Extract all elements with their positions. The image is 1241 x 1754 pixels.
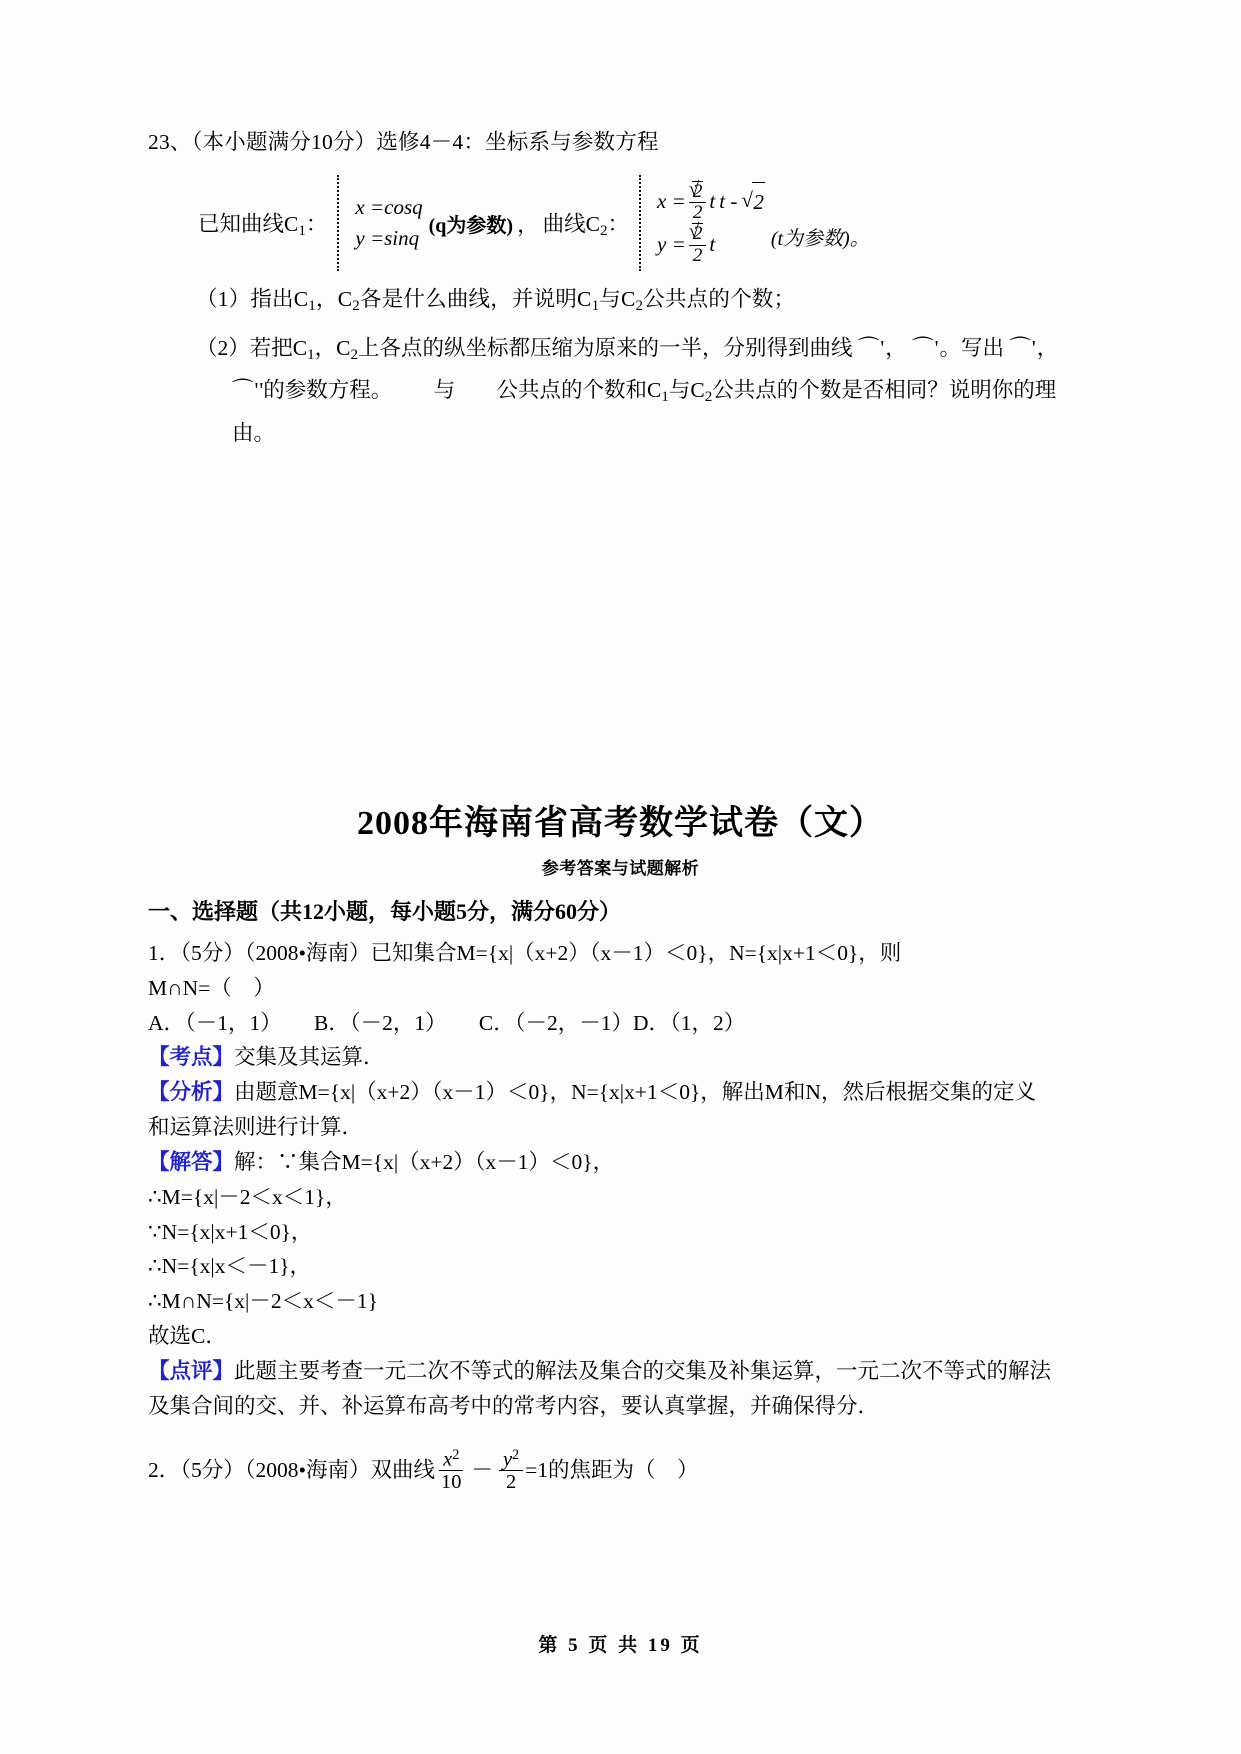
question-2-minus: － [471, 1457, 493, 1482]
curve-c2-prime-symbol-b: ⌒' [232, 378, 260, 403]
question-spacer [148, 1426, 1098, 1448]
question-1-dianping-line2: 及集合间的交、并、补运算布高考中的常考内容，要认真掌握，并确保得分． [148, 1393, 880, 1418]
problem-23-section [148, 126, 1098, 451]
c2-equation-y: y = √ $\frac{2}{2}$ t [657, 223, 765, 266]
jieda-label: 【解答】 [148, 1149, 235, 1174]
sqrt-2-tail-icon: √ 2 [741, 182, 765, 223]
c1-equation-y: y =sinq [355, 226, 420, 251]
c1-system [355, 192, 422, 255]
c2-brace-icon [639, 175, 650, 271]
c2-y-fraction: √ $\frac{2}{2}$ [689, 223, 707, 266]
fenxi-text-1: 由题意M={x|（x+2）（x－1）＜0}，N={x|x+1＜0}，解出M和N，然后根据交集的定义 [234, 1080, 1036, 1105]
question-1-step-1: ∴M={x|－2＜x＜1}， [148, 1184, 347, 1209]
answers-section [148, 895, 1098, 1495]
curve-c2-prefix: 曲线$C_2$： [542, 211, 629, 239]
question-1-block [148, 936, 1098, 1424]
curve-c2-prime-symbol: ⌒' [912, 335, 940, 360]
curve-c1-prime-symbol: ⌒' [857, 335, 886, 360]
problem-23-item-1: （1）指出$C_1$，$C_2$各是什么曲线，并说明$C_1$与$C_2$公共点的个数； [196, 287, 796, 315]
question-1-fenxi-line2: 和运算法则进行计算． [148, 1115, 364, 1140]
c1-equation-x: x =cosq [355, 194, 423, 219]
c2-parameter-note: (t为参数)。 [770, 227, 870, 250]
question-2-prefix: 2．（5分）（2008•海南）双曲线 [148, 1457, 436, 1482]
c2-equation-x: x = √ $\frac{2}{2}$ t t - √ 2 [657, 181, 765, 224]
fenxi-label: 【分析】 [148, 1080, 235, 1105]
question-1-fenxi-line1 [148, 1075, 1098, 1110]
c1-parameter-note: (q为参数) [428, 214, 514, 237]
question-1-jieda [148, 1145, 1098, 1180]
kaodian-text: 交集及其运算． [234, 1045, 385, 1070]
sqrt-2-icon: √ 2 [689, 181, 707, 203]
equations-separator: ， [517, 212, 539, 237]
problem-23-item-2: （2）若把$C_1$，$C_2$上各点的纵坐标都压缩为原来的一半，分别得到曲线 ⌒'， ⌒'。写出 ⌒'， [196, 335, 1059, 364]
dianping-label: 【点评】 [148, 1358, 235, 1383]
problem-23-heading: 23、（本小题满分10分）选修4－4：坐标系与参数方程 [148, 130, 659, 154]
c2-system [657, 181, 765, 266]
question-1-stem-line1: 1．（5分）（2008•海南）已知集合M={x|（x+2）（x－1）＜0}，N={x|x+1＜0}，则 [148, 941, 902, 965]
jieda-text: 解：∵集合M={x|（x+2）（x－1）＜0}， [234, 1149, 615, 1174]
sqrt-2-icon-2: √ 2 [689, 223, 707, 245]
question-1-step-2: ∵N={x|x+1＜0}， [148, 1219, 313, 1244]
problem-23-equations [198, 175, 1098, 271]
question-1-conclusion: 故选C． [148, 1324, 227, 1349]
page-footer: 第 5 页 共 19 页 [538, 1635, 703, 1656]
dianping-text-1: 此题主要考查一元二次不等式的解法及集合的交集及补集运算，一元二次不等式的解法 [234, 1358, 1052, 1383]
page-subtitle: 参考答案与试题解析 [541, 859, 700, 878]
question-2-suffix: =1的焦距为（ ） [525, 1457, 699, 1482]
question-2-fraction-y: $\frac{y^2}{2}$ [499, 1448, 523, 1494]
question-1-step-3: ∴N={x|x＜－1}， [148, 1254, 312, 1279]
c2-x-fraction: √ $\frac{2}{2}$ [689, 181, 707, 224]
curve-c1-prefix: 已知曲线$C_1$： [198, 211, 328, 239]
question-1-kaodian [148, 1040, 1098, 1075]
kaodian-label: 【考点】 [148, 1045, 235, 1070]
problem-23-item-2-line2: ⌒''的参数方程。 与 公共点的个数和$C_1$与$C_2$公共点的个数是否相同？说明你的理 [232, 378, 1057, 406]
question-2-block [148, 1448, 1098, 1494]
question-1-step-4: ∴M∩N={x|－2＜x＜－1} [148, 1289, 378, 1314]
problem-23-item-2-line3: 由。 [232, 420, 276, 445]
question-2-fraction-x: $\frac{x^2}{10}$ [441, 1446, 462, 1494]
question-1-options: A．（－1，1） B．（－2，1） C．（－2，－1）D．（1，2） [148, 1010, 746, 1035]
exam-title-block [0, 795, 1241, 879]
curve-c1-prime-symbol-b: ⌒' [1009, 335, 1037, 360]
page-title: 2008年海南省高考数学试卷（文） [357, 805, 884, 842]
question-2-stem [148, 1448, 1098, 1494]
question-1-stem-line2: M∩N=（ ） [148, 975, 275, 1000]
section-heading-choice-questions: 一、选择题（共12小题，每小题5分，满分60分） [148, 899, 622, 924]
c1-brace-icon [337, 175, 348, 271]
question-1-dianping-line1 [148, 1354, 1098, 1389]
